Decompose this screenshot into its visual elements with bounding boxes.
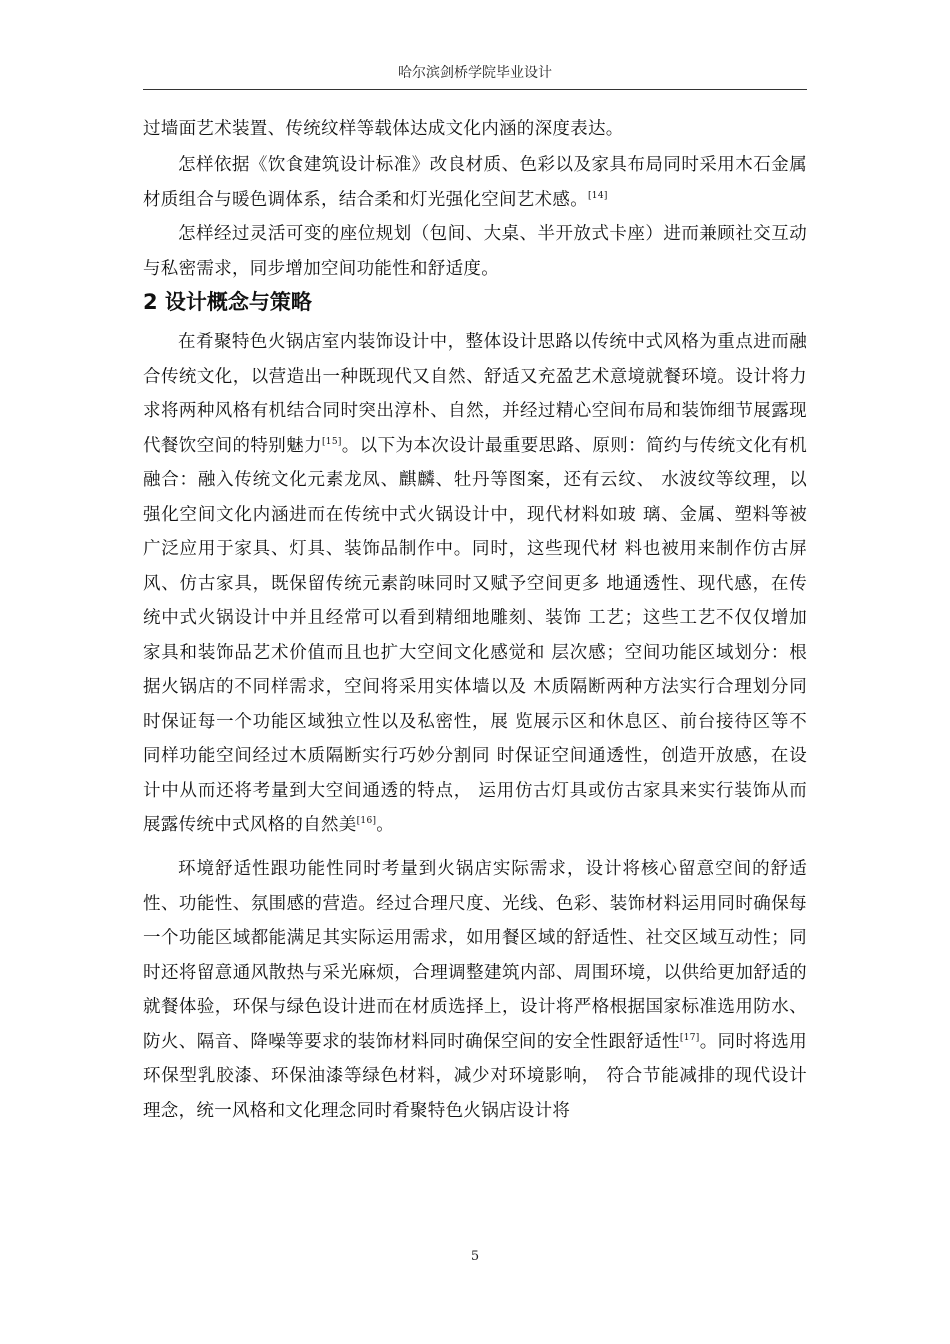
paragraph-text: 在肴聚特色火锅店室内装饰设计中，整体设计思路以传统中式风格为重点进而融合传统文化，以营造出一种既现代又自然、舒适又充盈艺术意境就餐环境。设计将力求将两种风格有机结合同时突出淳朴、自然，并经过精心空间布局和装饰细节展露现代餐饮空间的特别魅力: [143, 332, 807, 456]
header-divider: [143, 89, 807, 90]
paragraph-text: 怎样依据《饮食建筑设计标准》改良材质、色彩以及家具布局同时采用木石金属材质组合与暖色调体系，结合柔和灯光强化空间艺术感。: [143, 155, 807, 210]
page-number: 5: [470, 1249, 480, 1264]
running-header: 哈尔滨剑桥学院毕业设计: [398, 65, 552, 81]
paragraph-text: 。: [376, 815, 395, 835]
paragraph-seating: 怎样经过灵活可变的座位规划（包间、大桌、半开放式卡座）进而兼顾社交互动与私密需求，同步增加空间功能性和舒适度。: [143, 224, 807, 279]
paragraph-text: 。以下为本次设计最重要思路、原则：简约与传统文化有机融合：融入传统文化元素龙凤、麒麟、牡丹等图案，还有云纹、 水波纹等纹理，以强化空间文化内涵进而在传统中式火锅设计中，现代材料如玻 璃、金属、塑料等被广泛应用于家具、灯具、装饰品制作中。同时，这些现代材 料也被用来制作仿古屏风、仿古家具，既保留传统元素韵味同时又赋予空间更多 地通透性、现代感，在传统中式火锅设计中并且经常可以看到精细地雕刻、装饰 工艺；这些工艺不仅仅增加家具和装饰品艺术价值而且也扩大空间文化感觉和 层次感；空间功能区域划分：根据火锅店的不同样需求，空间将采用实体墙以及 木质隔断两种方法实行合理划分同时保证每一个功能区域独立性以及私密性，展 览展示区和休息区、前台接待区等不同样功能空间经过木质隔断实行巧妙分割同 时保证空间通透性，创造开放感，在设计中从而还将考量到大空间通透的特点， 运用仿古灯具或仿古家具来实行装饰从而展露传统中式风格的自然美: [143, 435, 807, 835]
citation-15: [15]: [321, 436, 342, 447]
citation-14: [14]: [588, 190, 608, 201]
paragraph-materials: [143, 148, 807, 217]
citation-17: [17]: [679, 1032, 700, 1043]
section-heading: 2 设计概念与策略: [143, 290, 312, 314]
paragraph-design-concept: [143, 325, 807, 843]
paragraph-text: 环境舒适性跟功能性同时考量到火锅店实际需求，设计将核心留意空间的舒适性、功能性、氛围感的营造。经过合理尺度、光线、色彩、装饰材料运用同时确保每一个功能区域都能满足其实际运用需求，如用餐区域的舒适性、社交区域互动性；同时还将留意通风散热与采光麻烦，合理调整建筑内部、周围环境，以供给更加舒适的就餐体验，环保与绿色设计进而在材质选择上，设计将严格根据国家标准选用防水、防火、隔音、降噪等要求的装饰材料同时确保空间的安全性跟舒适性: [143, 859, 807, 1052]
citation-16: [16]: [356, 816, 377, 827]
paragraph-continuation: 过墙面艺术装置、传统纹样等载体达成文化内涵的深度表达。: [143, 119, 624, 139]
paragraph-text: 。同时将选用环保型乳胶漆、环保油漆等绿色材料，减少对环境影响， 符合节能减排的现代设计理念，统一风格和文化理念同时肴聚特色火锅店设计将: [143, 1031, 807, 1121]
paragraph-comfort: [143, 852, 807, 1128]
